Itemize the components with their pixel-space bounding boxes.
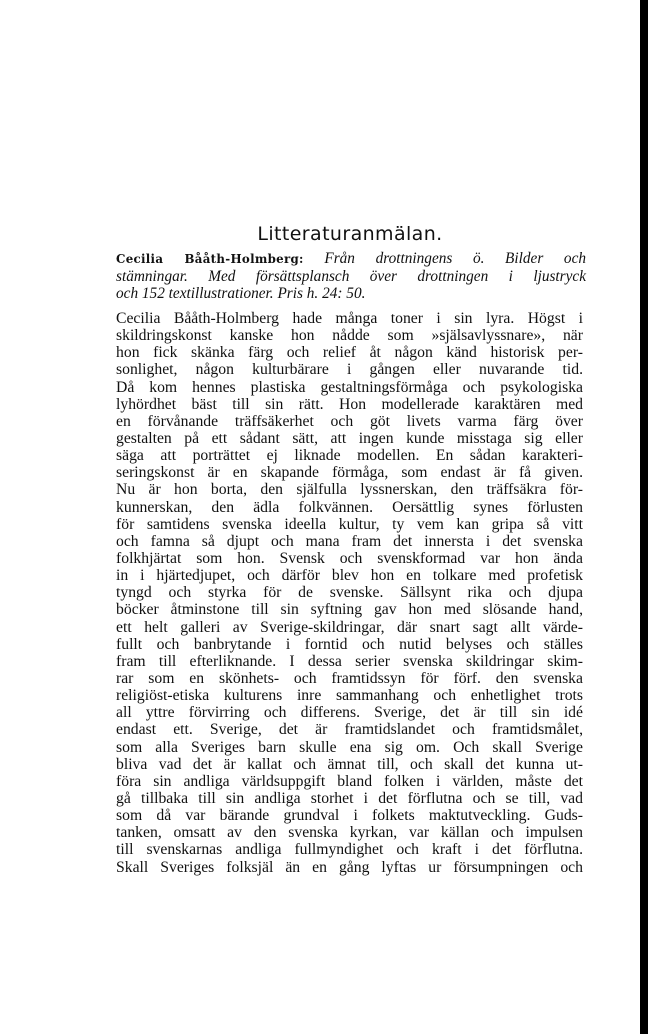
body-line: Cecilia Bååth-Holmberg hade många toner i sin lyra. Högst i — [116, 310, 583, 327]
body-line: ett helt galleri av Sverige-skildringar, där snart sagt allt värde- — [116, 618, 583, 636]
body-line: som alla Sveriges barn skulle ena sig om. Och skall Sverige — [116, 738, 583, 756]
body-line: seringskonst är en skapande förmåga, som endast är få given. — [116, 464, 583, 482]
citation-title: Från drottningens ö. Bilder och — [303, 250, 587, 267]
body-line: all yttre förvirring och differens. Sverige, det är till sin idé — [116, 704, 583, 722]
body-line: sonlighet, någon kulturbärare i gången eller nuvarande tid. — [116, 361, 583, 379]
body-line: hon fick skänka färg och relief åt någon känd historisk per- — [116, 344, 583, 362]
body-line: in i hjärtedjupet, och därför blev hon en tolkare med profetisk — [116, 567, 583, 585]
body-line: tanken, omsatt av den svenska kyrkan, var källan och impulsen — [116, 824, 583, 842]
body-line: Skall Sveriges folksjäl än en gång lyftas ur försumpningen och — [116, 858, 583, 876]
body-line: och famna så djupt och mana fram det innersta i det svenska — [116, 532, 583, 550]
body-line: säga att porträttet ej liknade modellen. En sådan karakteri- — [116, 447, 583, 465]
body-line: som då var bärande grundval i folkets maktutveckling. Guds- — [116, 807, 583, 825]
body-line: endast ett. Sverige, det är framtidslandet och framtidsmålet, — [116, 721, 583, 739]
body-line: bliva vad det är kallat och ämnat till, och skall det kunna ut- — [116, 755, 583, 773]
body-line: för samtidens svenska ideella kultur, ty vem kan gripa så vitt — [116, 515, 583, 533]
citation-line-2: stämningar. Med försättsplansch över drottningen i ljustryck — [116, 268, 586, 285]
citation-line-1 — [116, 250, 586, 268]
body-line: en förvånande träffsäkerhet och göt livets varma färg över — [116, 412, 583, 430]
body-line: rar som en skönhets- och framtidssyn för förf. den svenska — [116, 669, 583, 687]
body-line: fram till efterliknande. I dessa serier svenska skildringar skim- — [116, 652, 583, 670]
body-line: religiöst-etiska kulturens inre sammanhang och enhetlighet trots — [116, 687, 583, 705]
body-line: gå tillbaka till sin andliga storhet i det förflutna och se till, vad — [116, 789, 583, 807]
body-line: tyngd och styrka för de svenske. Sällsynt rika och djupa — [116, 584, 583, 602]
body-line: lyhördhet bäst till sin rätt. Hon modellerade karaktären med — [116, 395, 583, 413]
body-line: böcker åtminstone till sin syftning gav hon med slösande hand, — [116, 601, 583, 619]
review-body — [116, 310, 583, 876]
body-line: kunnerskan, den ädla folkvännen. Oersättlig synes förlusten — [116, 498, 583, 516]
body-line: Då kom hennes plastiska gestaltningsförmåga och psykologiska — [116, 378, 583, 396]
body-line: fullt och banbrytande i forntid och nutid belyses och ställes — [116, 635, 583, 653]
body-line: föra sin andliga världsuppgift bland folken i världen, måste det — [116, 772, 583, 790]
body-line: gestalten på ett sådant sätt, att ingen kunde misstaga sig eller — [116, 429, 583, 447]
book-citation — [116, 250, 586, 302]
section-heading: Litteraturanmälan. — [257, 223, 443, 245]
body-line: Nu är hon borta, den själfulla lyssnerskan, den träffsäkra för- — [116, 481, 583, 499]
citation-line-3: och 152 textillustrationer. Pris h. 24: 50. — [116, 285, 366, 302]
body-line: till svenskarnas andliga fullmyndighet och kraft i det förflutna. — [116, 841, 583, 859]
citation-author: Cecilia Bååth-Holmberg: — [116, 252, 304, 266]
body-line: folkhjärtat som hon. Svensk och svenskformad var hon ända — [116, 549, 583, 567]
body-line: skildringskonst kanske hon nådde som »själsavlyssnare», när — [116, 327, 583, 345]
